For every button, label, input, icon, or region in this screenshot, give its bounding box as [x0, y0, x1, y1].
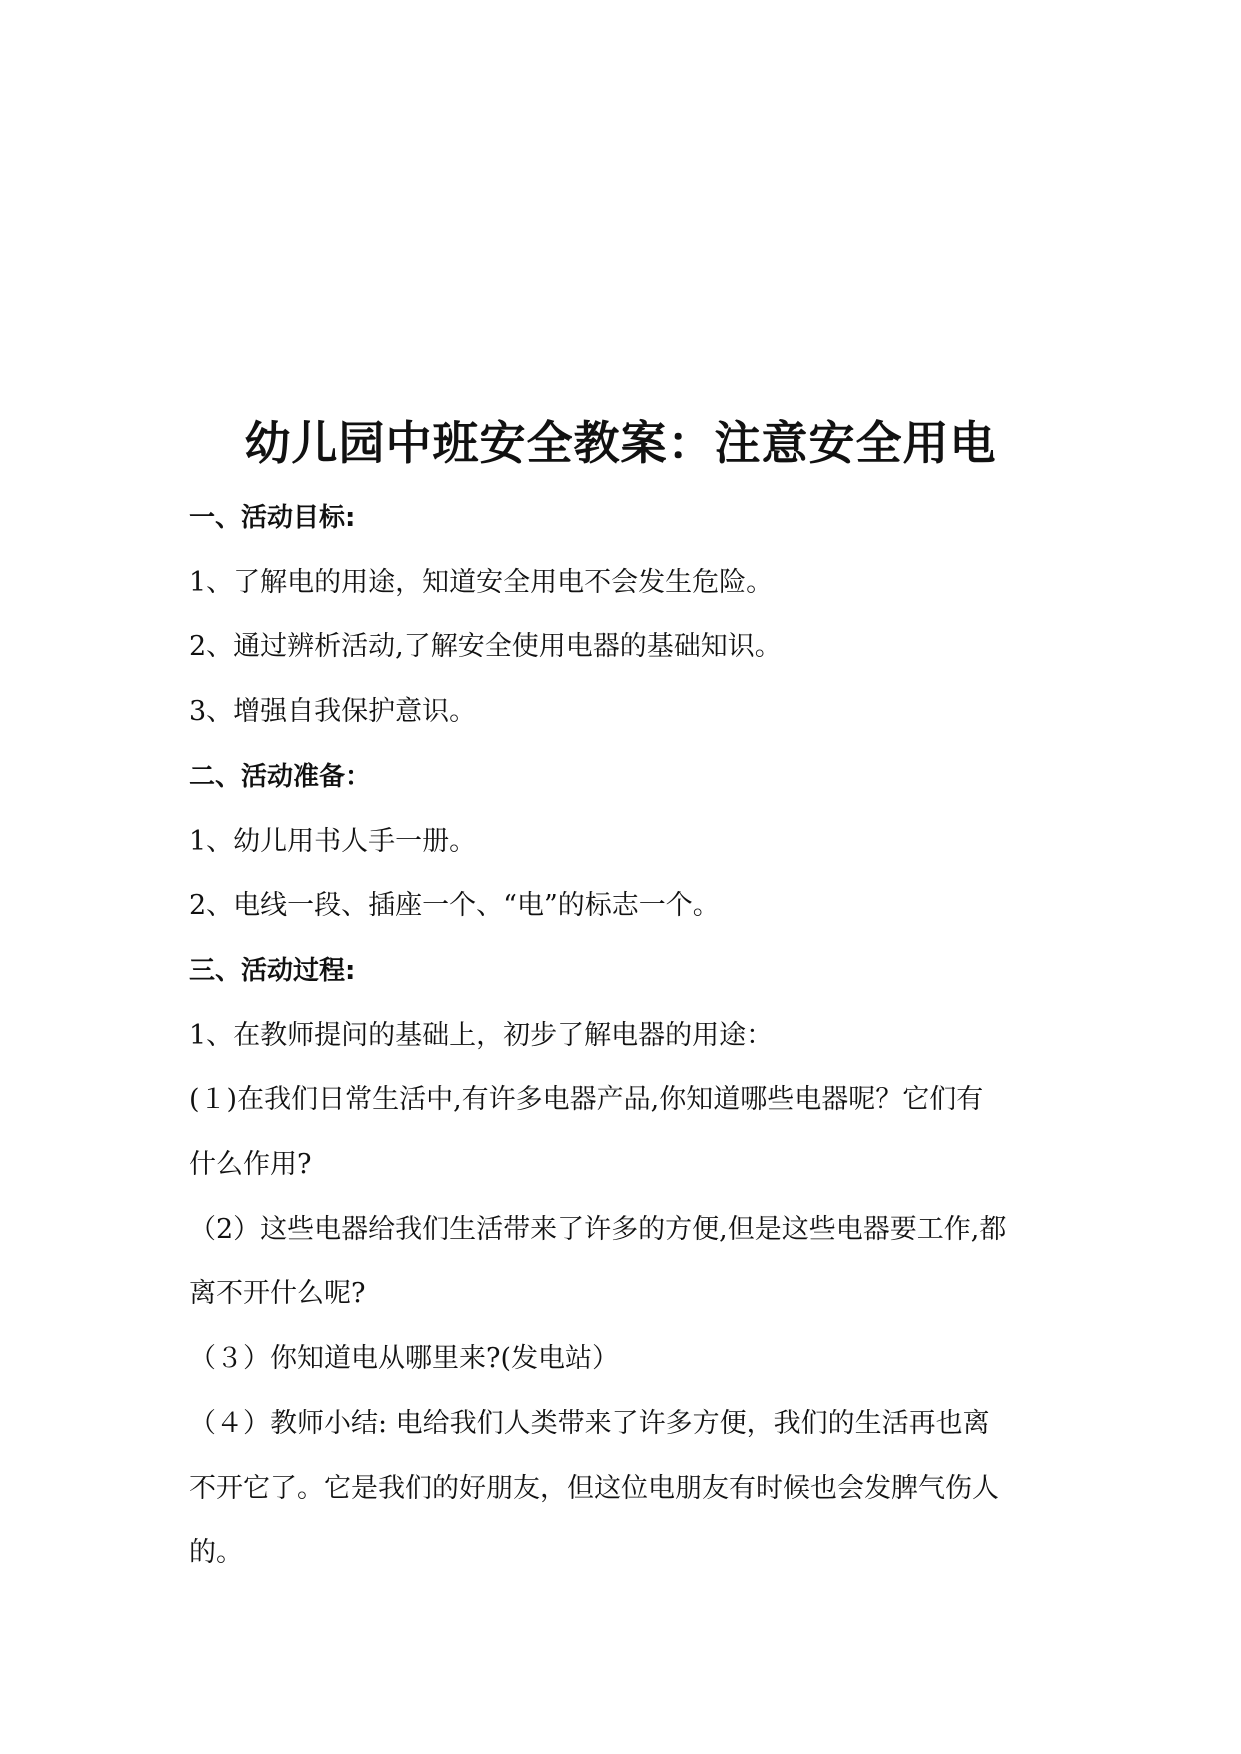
document-body	[189, 486, 1061, 1586]
goal-item-1: 1、了解电的用途，知道安全用电不会发生危险。	[189, 566, 774, 598]
process-subitem-1-line-2: 什么作用?	[189, 1149, 312, 1181]
process-subitem-3: （３）你知道电从哪里来?(发电站）	[189, 1343, 620, 1375]
section-heading-goals: 一、活动目标:	[189, 503, 356, 533]
goal-item-3: 3、增强自我保护意识。	[189, 696, 477, 728]
process-subitem-4-line-2: 不开它了。它是我们的好朋友，但这位电朋友有时候也会发脾气伤人	[189, 1472, 999, 1504]
process-subitem-2-line-2: 离不开什么呢?	[189, 1278, 366, 1310]
section-heading-process: 三、活动过程:	[189, 955, 356, 986]
preparation-item-2: 2、电线一段、插座一个、“电”的标志一个。	[189, 890, 720, 922]
document-title: 幼儿园中班安全教案：注意安全用电	[244, 416, 997, 470]
section-heading-preparation: 二、活动准备：	[189, 761, 372, 792]
process-subitem-1-line-1: (１)在我们日常生活中,有许多电器产品,你知道哪些电器呢？它们有	[189, 1084, 984, 1116]
goal-item-2: 2、通过辨析活动,了解安全使用电器的基础知识。	[189, 631, 782, 663]
process-subitem-4-line-3: 的。	[189, 1537, 243, 1569]
process-subitem-4-line-1: （４）教师小结: 电给我们人类带来了许多方便，我们的生活再也离	[189, 1407, 990, 1439]
process-item-1: 1、在教师提问的基础上，初步了解电器的用途：	[189, 1019, 774, 1051]
preparation-item-1: 1、幼儿用书人手一册。	[189, 825, 477, 857]
process-subitem-2-line-1: （2）这些电器给我们生活带来了许多的方便,但是这些电器要工作,都	[189, 1213, 1007, 1245]
